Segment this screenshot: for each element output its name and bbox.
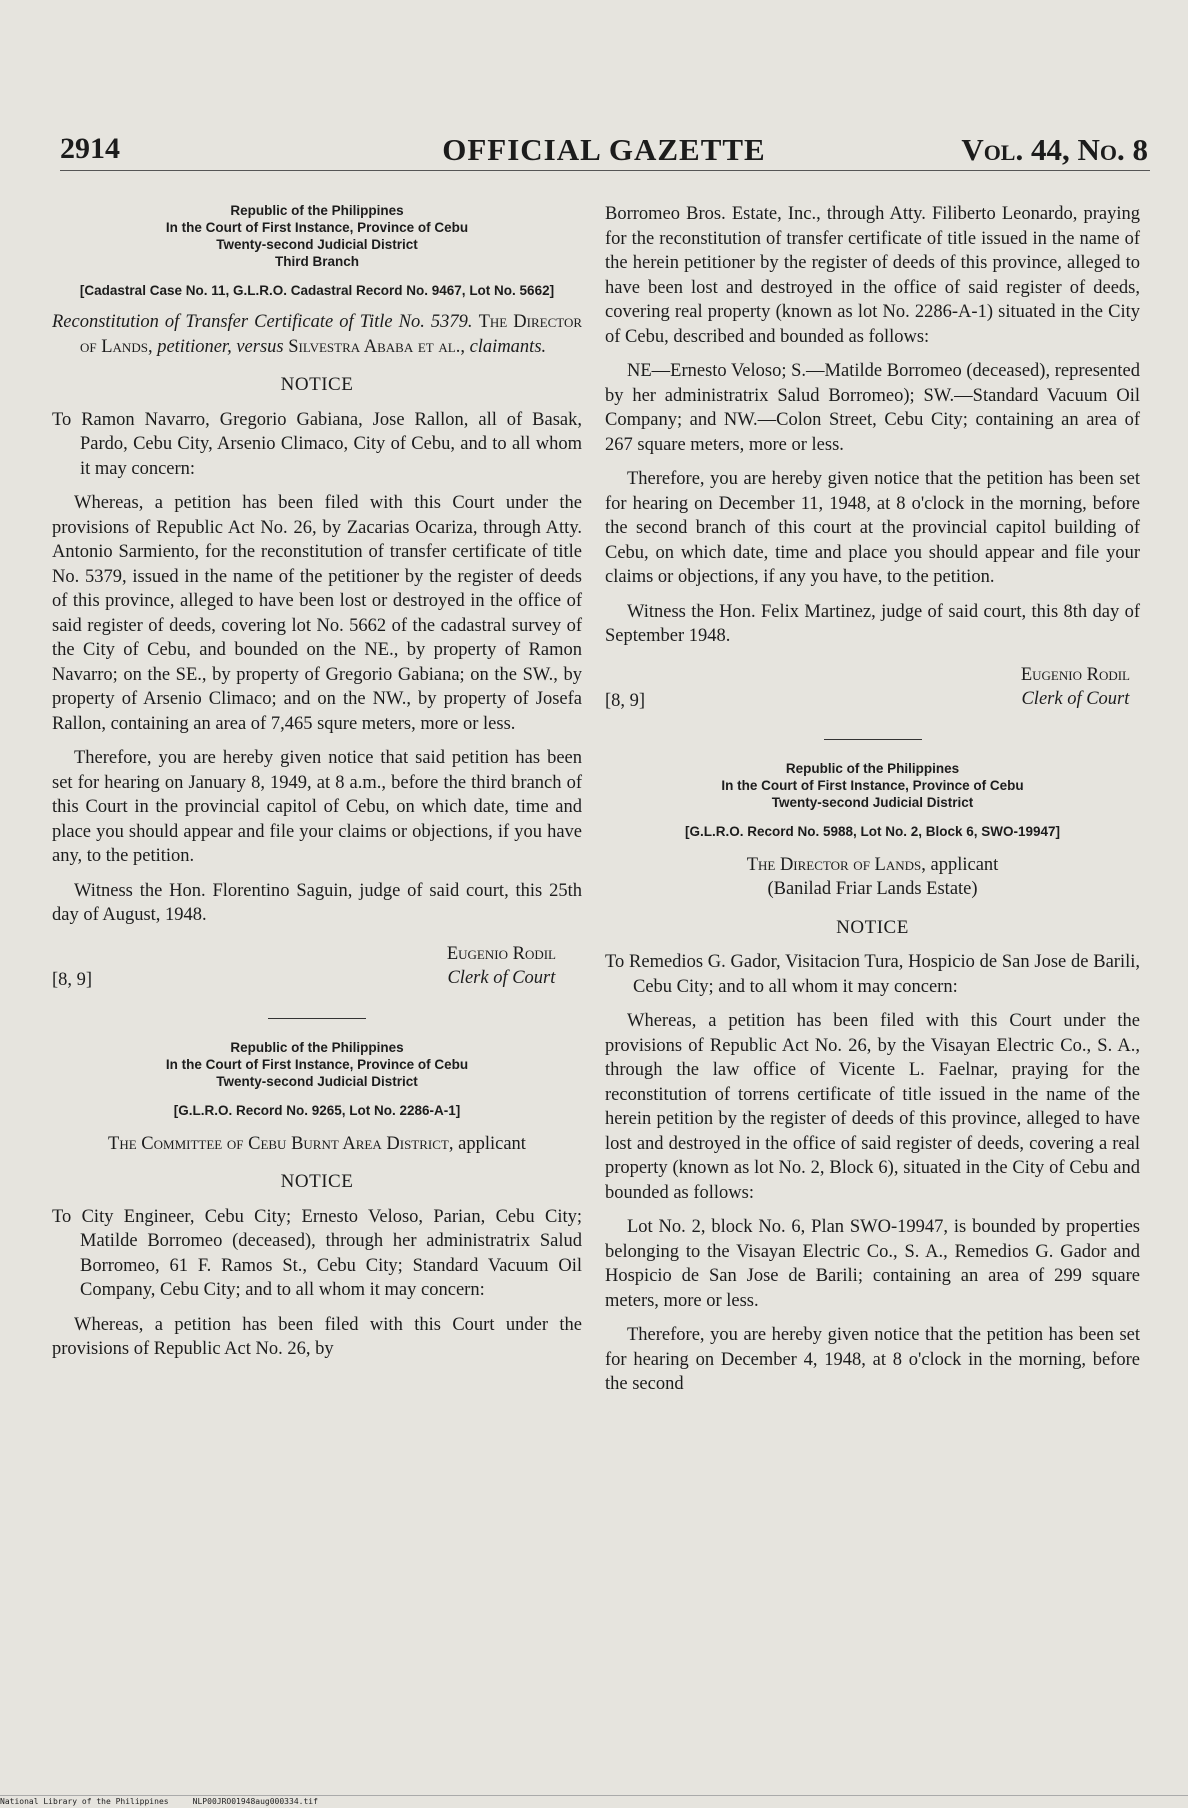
record-reference: [Cadastral Case No. 11, G.L.R.O. Cadastral Record No. 9467, Lot No. 5662] (79, 283, 555, 298)
paragraph: Witness the Hon. Florentino Saguin, judge of said court, this 25th day of August, 1948. (52, 880, 582, 925)
record-reference: [G.L.R.O. Record No. 9265, Lot No. 2286-A-1] (173, 1102, 461, 1118)
header-rule (60, 170, 1150, 171)
signature-block (605, 659, 1140, 713)
section-divider (268, 1018, 366, 1019)
court-heading: Republic of the Philippines In the Court of First Instance, Province of Cebu Twenty-second Judicial District (165, 1039, 469, 1089)
paragraph: Lot No. 2, block No. 6, Plan SWO-19947, is bounded by properties belonging to the Visayan Electric Co., S. A., Remedios G. Gador and Hospicio de San Jose de Barili; containing an area of 299 square meters, more or less. (605, 1217, 1140, 1311)
volume-number: Vol. 44, No. 8 (961, 132, 1148, 167)
record-reference: [G.L.R.O. Record No. 5988, Lot No. 2, Block 6, SWO-19947] (684, 823, 1061, 839)
page-number: 2914 (60, 132, 120, 165)
paragraph: Whereas, a petition has been filed with this Court under the provisions of Republic Act No. 26, by the Visayan Electric Co., S. A., through the law office of Vicente L. Faelnar, praying for the reconstitution of torrens certificate of title issued in the name of the herein petition by the register of deeds of this province, alleged to have lost and destroyed in the office of said register of deeds, covering a real property (known as lot No. 2, Block 6), situated in the City of Cebu and bounded as follows: (605, 1011, 1140, 1203)
notice-addressees: To Remedios G. Gador, Visitacion Tura, Hospicio de San Jose de Barili, Cebu City; and to all whom it may concern: (605, 952, 1140, 997)
notice-lot-2286-a-1 (52, 1039, 582, 1362)
signer-role: Clerk of Court (1021, 689, 1130, 709)
signature-block (52, 938, 582, 992)
paragraph: NE—Ernesto Veloso; S.—Matilde Borromeo (deceased), represented by her administratrix Salud Borromeo); SW.—Standard Vacuum Oil Company; and NW.—Colon Street, Cebu City; containing an area of 267 square meters, more or less. (605, 361, 1140, 455)
section-divider (824, 739, 922, 740)
notice-lot-2-block-6 (605, 760, 1140, 1397)
court-heading: Republic of the Philippines In the Court of First Instance, Province of Cebu Twenty-second Judicial District Third Branch (165, 203, 469, 269)
signer-name: Eugenio Rodil (446, 943, 556, 964)
scan-filename: NLP00JRO01948aug000334.tif (192, 1797, 318, 1806)
paragraph: Whereas, a petition has been filed with this Court under the provisions of Republic Act No. 26, by Zacarias Ocariza, through Atty. Antonio Sarmiento, for the reconstitution of transfer certificate of title No. 5379, issued in the name of the petitioner by the register of deeds of this province, alleged to have been lost or destroyed in the office of said register of deeds, covering lot No. 5662 of the cadastral survey of the City of Cebu, and bounded on the NE., by property of Ramon Navarro; on the SE., by property of Gregorio Gabiana; on the SW., by property of Arsenio Climaco; and on the NW., by property of Josefa Rallon, containing an area of 7,465 squre meters, more or less. (52, 493, 582, 734)
issue-reference: [8, 9] (52, 969, 93, 990)
paragraph: Therefore, you are hereby given notice that said petition has been set for hearing on January 8, 1949, at 8 a.m., before the third branch of this Court in the provincial capitol of Cebu, on which date, time and place you should appear and file your claims or objections, if you have any, to the petition. (52, 748, 582, 866)
estate-name: (Banilad Friar Lands Estate) (767, 879, 978, 899)
library-name: National Library of the Philippines (0, 1797, 169, 1806)
notice-label: NOTICE (280, 374, 354, 395)
footer-rule (0, 1795, 1188, 1796)
notice-lot-2286-a-1-continued (605, 202, 1140, 713)
notice-addressees: To City Engineer, Cebu City; Ernesto Veloso, Parian, Cebu City; Matilde Borromeo (deceased), through her administratrix Salud Borromeo, 61 F. Ramos St., Cebu City; Standard Vacuum Oil Company, Cebu City; and to all whom it may concern: (52, 1206, 582, 1300)
page-header (60, 132, 1148, 172)
court-heading: Republic of the Philippines In the Court of First Instance, Province of Cebu Twenty-second Judicial District (721, 760, 1024, 810)
scan-footer (0, 1797, 318, 1806)
applicant-line: The Director of Lands, applicant (746, 854, 999, 875)
left-column (52, 202, 582, 1362)
paragraph: Therefore, you are hereby given notice that the petition has been set for hearing on December 4, 1948, at 8 o'clock in the morning, before the second (605, 1325, 1140, 1394)
notice-cadastral-5662 (52, 202, 582, 992)
notice-label: NOTICE (836, 916, 909, 938)
signer-role: Clerk of Court (447, 968, 556, 988)
signer-name: Eugenio Rodil (1020, 664, 1130, 685)
paragraph: Whereas, a petition has been filed with this Court under the provisions of Republic Act No. 26, by (52, 1314, 582, 1359)
paragraph: Therefore, you are hereby given notice that the petition has been set for hearing on December 11, 1948, at 8 o'clock in the morning, before the second branch of this court at the provincial capitol building of Cebu, on which date, time and place you should appear and file your claims or objections, if any you have, to the petition. (605, 469, 1140, 587)
notice-addressees: To Ramon Navarro, Gregorio Gabiana, Jose Rallon, all of Basak, Pardo, Cebu City, Arsenio Climaco, City of Cebu, and to all whom it may concern: (52, 409, 582, 479)
applicant-line: The Committee of Cebu Burnt Area District, applicant (108, 1133, 526, 1154)
right-column (605, 202, 1140, 1397)
issue-reference: [8, 9] (605, 690, 646, 711)
paragraph: Witness the Hon. Felix Martinez, judge of said court, this 8th day of September 1948. (605, 601, 1140, 646)
case-title: Reconstitution of Transfer Certificate of Title No. 5379. The Director of Lands, petitioner, versus Silvestra Ababa et al., claimants. (52, 312, 583, 357)
notice-label: NOTICE (280, 1171, 354, 1192)
paragraph: Borromeo Bros. Estate, Inc., through Atty. Filiberto Leonardo, praying for the reconstitution of transfer certificate of title issued in the name of the herein petitioner by the register of deeds of this province, alleged to have been lost and destroyed in the office of said register of deeds, covering real property (known as lot No. 2286-A-1) situated in the City of Cebu, described and bounded as follows: (605, 204, 1140, 347)
publication-title: OFFICIAL GAZETTE (442, 132, 766, 167)
